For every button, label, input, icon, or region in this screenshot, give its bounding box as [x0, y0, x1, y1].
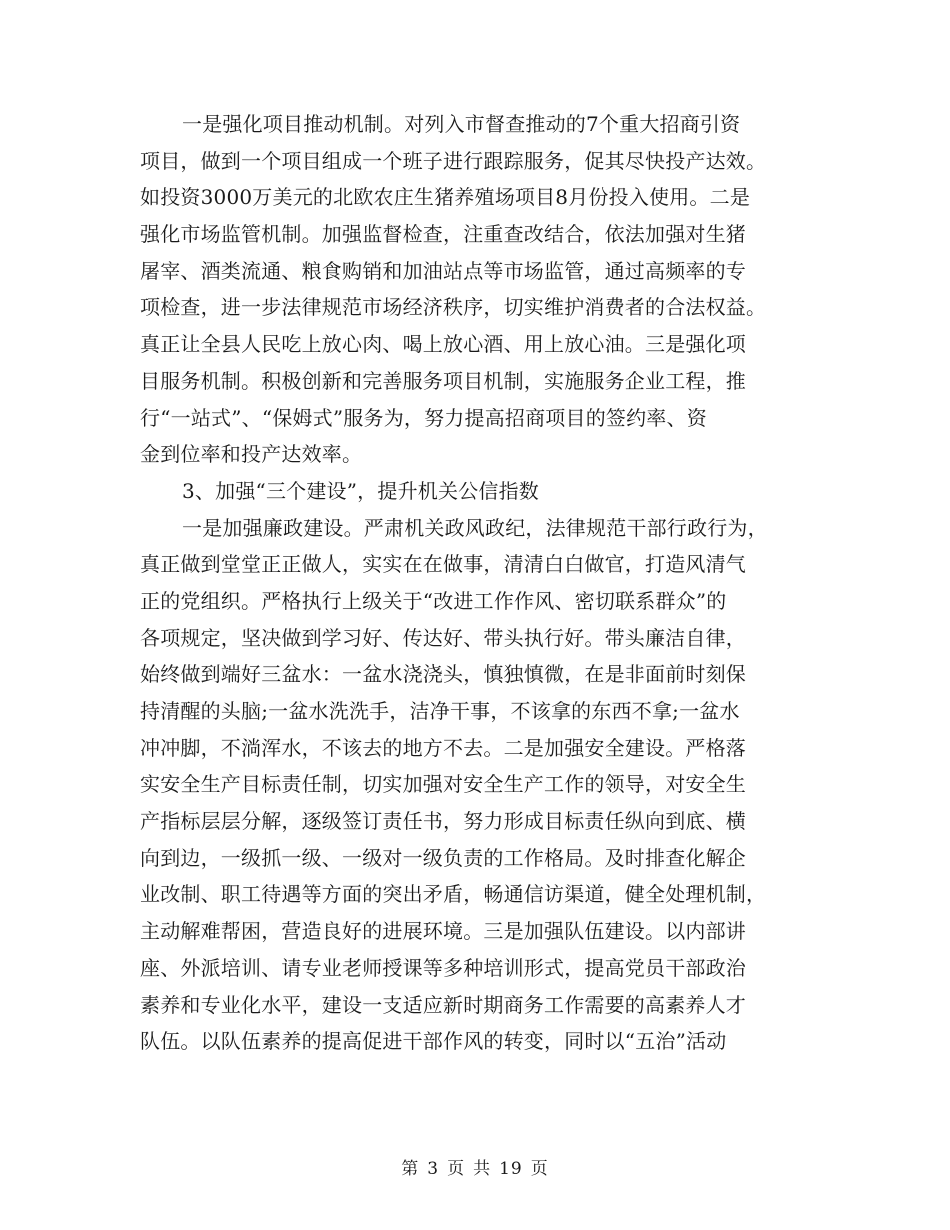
paragraph-line: 产指标层层分解，逐级签订责任书，努力形成目标责任纵向到底、横: [140, 809, 746, 834]
paragraph-line: 屠宰、酒类流通、粮食购销和加油站点等市场监管，通过高频率的专: [140, 258, 746, 283]
total-pages: 19: [499, 1159, 523, 1179]
document-body: [140, 106, 810, 1060]
paragraph-line: 项目，做到一个项目组成一个班子进行跟踪服务，促其尽快投产达效。: [140, 148, 767, 173]
paragraph-line: 一是强化项目推动机制。对列入市督查推动的7个重大招商引资: [182, 112, 741, 136]
paragraph-line: 真正让全县人民吃上放心肉、喝上放心酒、用上放心油。三是强化项: [140, 332, 746, 357]
page-label-prefix: 第: [401, 1159, 420, 1179]
paragraph-line: 目服务机制。积极创新和完善服务项目机制，实施服务企业工程，推: [140, 368, 746, 393]
page-footer: [0, 1154, 950, 1179]
paragraph-line: 强化市场监管机制。加强监督检查，注重查改结合，依法加强对生猪: [140, 222, 746, 247]
paragraph-line: 主动解难帮困，营造良好的进展环境。三是加强队伍建设。以内部讲: [140, 919, 746, 944]
paragraph-line: 向到边，一级抓一级、一级对一级负责的工作格局。及时排查化解企: [140, 845, 746, 870]
paragraph-line: 实安全生产目标责任制，切实加强对安全生产工作的领导，对安全生: [140, 772, 746, 797]
paragraph-line: 素养和专业化水平，建设一支适应新时期商务工作需要的高素养人才: [140, 992, 746, 1017]
paragraph-line: 真正做到堂堂正正做人，实实在在做事，清清白白做官，打造风清气: [140, 552, 746, 577]
paragraph-line: 业改制、职工待遇等方面的突出矛盾，畅通信访渠道，健全处理机制，: [140, 882, 767, 907]
section-heading: 3、加强“三个建设”，提升机关公信指数: [182, 478, 539, 503]
page-label-mid: 页: [447, 1159, 466, 1179]
paragraph-line: 始终做到端好三盆水：一盆水浇浇头，慎独慎微，在是非面前时刻保: [140, 662, 746, 687]
paragraph-line: 正的党组织。严格执行上级关于“改进工作作风、密切联系群众”的: [140, 588, 727, 613]
paragraph-line: 如投资3000万美元的北欧农庄生猪养殖场项目8月份投入使用。二是: [140, 185, 751, 210]
paragraph-line: 一是加强廉政建设。严肃机关政风政纪，法律规范干部行政行为，: [182, 515, 768, 540]
paragraph-line: 项检查，进一步法律规范市场经济秩序，切实维护消费者的合法权益。: [140, 295, 767, 320]
paragraph-line: 冲冲脚，不淌浑水，不该去的地方不去。二是加强安全建设。严格落: [140, 735, 746, 760]
paragraph-line: 队伍。以队伍素养的提高促进干部作风的转变，同时以“五治”活动: [140, 1029, 727, 1054]
paragraph-line: 各项规定，坚决做到学习好、传达好、带头执行好。带头廉洁自律，: [140, 625, 746, 650]
paragraph-line: 行“一站式”、“保姆式”服务为，努力提高招商项目的签约率、资: [140, 405, 707, 430]
paragraph-line: 座、外派培训、请专业老师授课等多种培训形式，提高党员干部政治: [140, 955, 746, 980]
paragraph-line: 持清醒的头脑;一盆水洗洗手，洁净干事，不该拿的东西不拿;一盆水: [140, 699, 740, 723]
total-prefix: 共: [473, 1159, 492, 1179]
page-number: 3: [427, 1159, 440, 1179]
paragraph-line: 金到位率和投产达效率。: [140, 442, 363, 467]
total-suffix: 页: [530, 1159, 549, 1179]
